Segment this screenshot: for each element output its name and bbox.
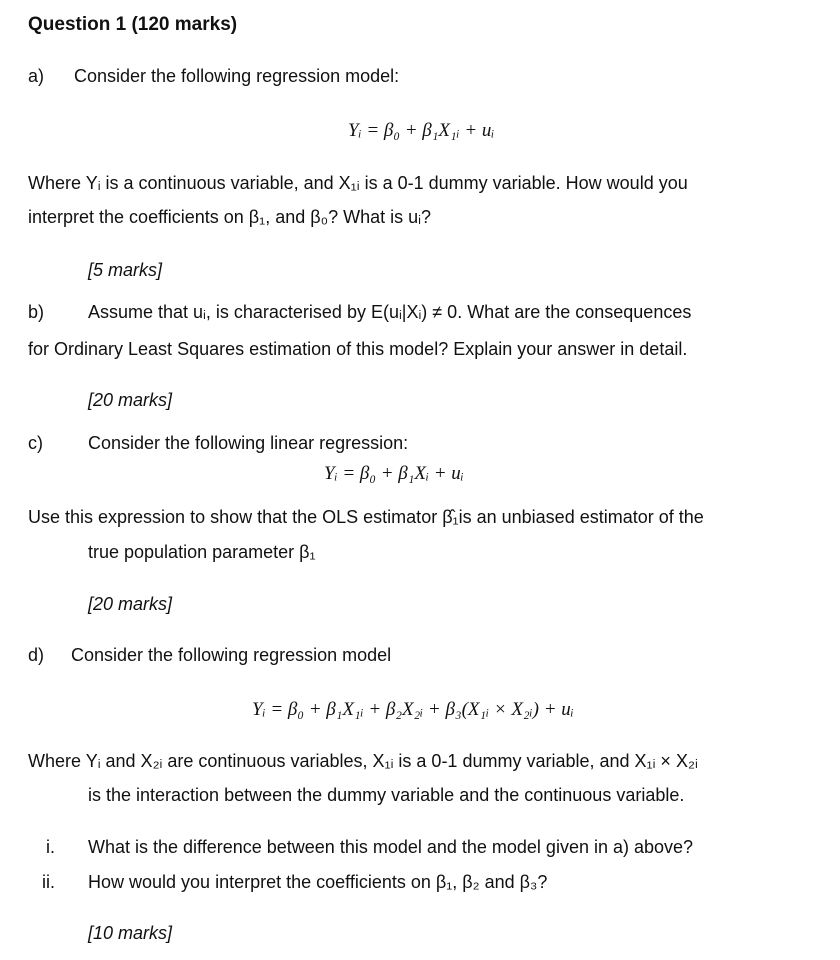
part-d-marks: [10 marks]	[88, 923, 173, 943]
part-d-item-ii-label: ii.	[42, 872, 55, 892]
part-a-marks: [5 marks]	[88, 260, 163, 280]
question-title: Question 1 (120 marks)	[28, 14, 238, 35]
part-a-equation: Yᵢ = β₀ + β₁X₁ᵢ + uᵢ	[348, 120, 495, 141]
part-a-intro: Consider the following regression model:	[74, 66, 400, 86]
part-d-item-ii-text: How would you interpret the coefficients on β₁, β₂ and β₃?	[88, 872, 548, 892]
part-c-intro: Consider the following linear regression:	[88, 433, 409, 453]
part-d-intro: Consider the following regression model	[71, 645, 392, 665]
part-a-where-text: Where Yᵢ is a continuous variable, and X₁ᵢ is a 0-1 dummy variable. How would you	[28, 173, 688, 193]
part-d-label: d)	[28, 645, 45, 665]
part-d-where-line2: is the interaction between the dummy variable and the continuous variable.	[88, 785, 685, 805]
part-d-equation: Yᵢ = β₀ + β₁X₁ᵢ + β₂X₂ᵢ + β₃(X₁ᵢ × X₂ᵢ) + uᵢ	[252, 699, 574, 720]
part-b-label: b)	[28, 302, 45, 322]
part-d-item-i-text: What is the difference between this model and the model given in a) above?	[88, 837, 694, 857]
part-a-label: a)	[28, 66, 45, 86]
part-c-line2: true population parameter β₁	[88, 542, 316, 562]
part-d-item-i-label: i.	[46, 837, 55, 857]
part-a-question-text: interpret the coefficients on β₁, and β₀? What is uᵢ?	[28, 207, 431, 227]
part-d-where-line1: Where Yᵢ and X₂ᵢ are continuous variables, X₁ᵢ is a 0-1 dummy variable, and X₁ᵢ × X₂ᵢ	[28, 751, 698, 771]
part-b-line1: Assume that uᵢ, is characterised by E(uᵢ|Xᵢ) ≠ 0. What are the consequences	[88, 302, 692, 322]
part-c-line1: Use this expression to show that the OLS estimator β̂₁is an unbiased estimator of the	[28, 507, 704, 527]
part-b-marks: [20 marks]	[88, 390, 173, 410]
part-b-line2: for Ordinary Least Squares estimation of this model? Explain your answer in detail.	[28, 339, 688, 359]
part-c-equation: Yᵢ = β₀ + β₁Xᵢ + uᵢ	[324, 463, 464, 484]
part-c-marks: [20 marks]	[88, 594, 173, 614]
part-c-label: c)	[28, 433, 43, 453]
